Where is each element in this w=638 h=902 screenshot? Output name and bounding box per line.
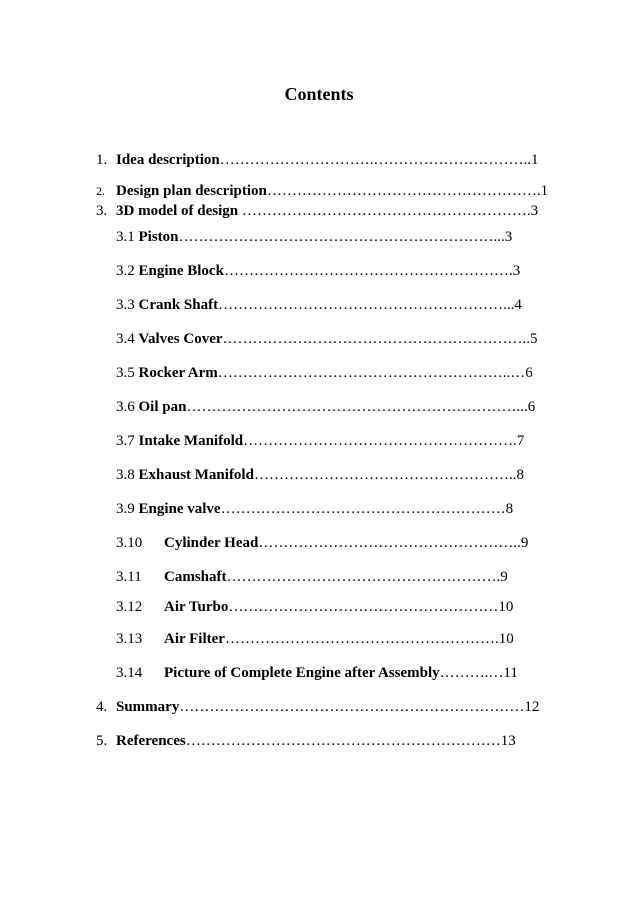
toc-entry-leader: …………………………………………………...4 xyxy=(218,297,522,313)
toc-entry-leader: ……………………………………………………..5 xyxy=(222,331,538,347)
toc-entry-label: References xyxy=(116,733,186,749)
toc-entry-number: 3.6 xyxy=(116,399,135,415)
toc-entry-leader: ……………………………………………..9 xyxy=(258,535,529,551)
toc-entry-exhaust-manifold xyxy=(116,466,524,484)
toc-entry-leader: ……………………………………………………………12 xyxy=(179,699,540,715)
toc-entry-leader: ……………………………………………..8 xyxy=(253,467,524,483)
toc-entry-label: 3D model of design xyxy=(116,203,239,219)
toc-entry-picture-complete-engine xyxy=(116,664,518,682)
toc-entry-label: Exhaust Manifold xyxy=(138,467,254,483)
toc-entry-label: Crank Shaft xyxy=(138,297,219,313)
toc-entry-engine-block xyxy=(116,262,520,280)
toc-entry-number: 1. xyxy=(96,152,108,168)
toc-entry-leader: ……………………………………………….7 xyxy=(243,433,525,449)
toc-entry-number: 3.9 xyxy=(116,501,135,517)
toc-entry-label: Piston xyxy=(138,229,179,245)
toc-entry-label: Idea description xyxy=(116,152,220,168)
toc-entry-label: Camshaft xyxy=(164,569,227,585)
toc-entry-leader: ………………………………………………………13 xyxy=(185,733,516,749)
toc-entry-air-turbo xyxy=(116,598,513,616)
toc-entry-idea-description xyxy=(96,151,539,169)
toc-entry-number: 3.13 xyxy=(116,631,143,647)
toc-entry-valves-cover xyxy=(116,330,538,348)
toc-entry-number: 3.5 xyxy=(116,365,135,381)
toc-entry-leader: ………………………………………………….3 xyxy=(238,203,539,219)
toc-entry-label: Engine valve xyxy=(138,501,221,517)
toc-entry-number: 3.8 xyxy=(116,467,135,483)
toc-entry-number: 3. xyxy=(96,203,108,219)
toc-entry-leader: ……………………………………………….9 xyxy=(226,569,508,585)
toc-entry-leader: …………………………………………………8 xyxy=(220,501,514,517)
toc-entry-leader: ………………………………………………….3 xyxy=(223,263,521,279)
toc-entry-leader: …………………………………………………..…6 xyxy=(217,365,533,381)
toc-entry-label: Summary xyxy=(116,699,180,715)
toc-entry-label: Valves Cover xyxy=(138,331,223,347)
toc-entry-number: 5. xyxy=(96,733,108,749)
contents-title: Contents xyxy=(284,84,354,104)
toc-entry-label: Rocker Arm xyxy=(138,365,218,381)
toc-entry-camshaft xyxy=(116,568,508,586)
toc-entry-design-plan-description xyxy=(96,182,548,200)
toc-entry-references xyxy=(96,732,516,750)
toc-entry-number: 2. xyxy=(96,184,105,198)
toc-entry-number: 3.11 xyxy=(116,569,142,585)
toc-entry-3d-model xyxy=(96,202,538,220)
toc-entry-label: Air Turbo xyxy=(164,599,229,615)
toc-entry-number: 3.3 xyxy=(116,297,135,313)
toc-entry-label: Oil pan xyxy=(138,399,187,415)
toc-entry-oil-pan xyxy=(116,398,535,416)
toc-entry-number: 3.4 xyxy=(116,331,135,347)
toc-entry-engine-valve xyxy=(116,500,513,518)
toc-entry-number: 3.10 xyxy=(116,535,143,551)
toc-entry-leader: ………………………………………………………...3 xyxy=(178,229,513,245)
toc-entry-leader: ……………………………………………….10 xyxy=(224,631,514,647)
toc-entry-label: Engine Block xyxy=(138,263,224,279)
toc-entry-number: 3.2 xyxy=(116,263,135,279)
toc-entry-leader: ………………………….…………………………..1 xyxy=(219,152,539,168)
toc-entry-leader: ……….…11 xyxy=(439,665,518,681)
toc-entry-number: 3.1 xyxy=(116,229,135,245)
toc-entry-number: 3.7 xyxy=(116,433,135,449)
toc-entry-leader: ………………………………………………10 xyxy=(228,599,514,615)
toc-entry-label: Air Filter xyxy=(164,631,225,647)
toc-entry-intake-manifold xyxy=(116,432,524,450)
toc-entry-rocker-arm xyxy=(116,364,533,382)
toc-entry-leader: ……………………………………………….1 xyxy=(266,183,549,199)
toc-entry-label: Intake Manifold xyxy=(138,433,244,449)
toc-entry-crank-shaft xyxy=(116,296,522,314)
toc-entry-number: 4. xyxy=(96,699,108,715)
toc-entry-label: Picture of Complete Engine after Assembly xyxy=(164,665,440,681)
toc-entry-label: Cylinder Head xyxy=(164,535,259,551)
toc-entry-air-filter xyxy=(116,630,514,648)
toc-entry-piston xyxy=(116,228,512,246)
toc-entry-leader: …………………………………………………………...6 xyxy=(186,399,536,415)
toc-entry-cylinder-head xyxy=(116,534,528,552)
toc-entry-label: Design plan description xyxy=(116,183,267,199)
toc-entry-summary xyxy=(96,698,539,716)
toc-entry-number: 3.14 xyxy=(116,665,143,681)
toc-entry-number: 3.12 xyxy=(116,599,143,615)
